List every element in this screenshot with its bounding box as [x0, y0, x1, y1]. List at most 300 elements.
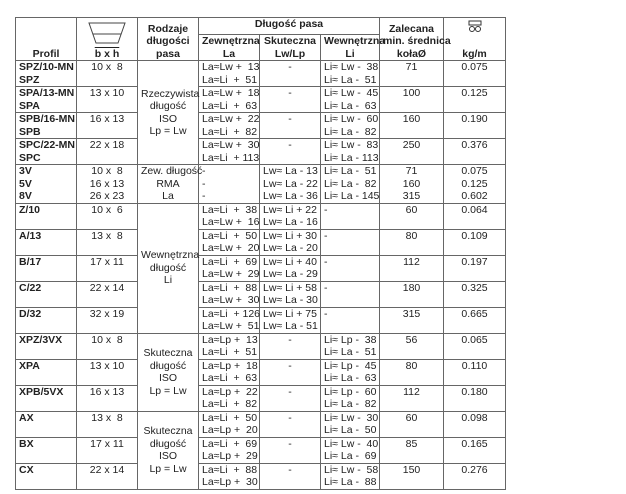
la-value: La≈Li + 51 [202, 346, 258, 358]
profile-value: SPB/16-MN [19, 113, 76, 125]
dmin-cell [380, 229, 444, 255]
bxh-cell [77, 307, 138, 333]
profile-cell [16, 385, 77, 411]
la-cell [199, 139, 260, 165]
dmin-value: 160 [402, 177, 421, 190]
la-value: La≈Li + 82 [202, 125, 258, 138]
bxh-cell [77, 281, 138, 307]
lw-cell [260, 281, 321, 307]
lw-cell [260, 229, 321, 255]
table-row [16, 281, 506, 307]
li-value: Li≈ Lw - 60 [324, 113, 379, 125]
dmin-cell [380, 255, 444, 281]
kgm-value: 0.125 [461, 177, 488, 190]
kgm-cell [444, 87, 506, 113]
li-cell [321, 411, 380, 437]
la-value: La≈Li + 88 [202, 463, 258, 476]
dmin-cell [380, 359, 444, 385]
length-kind-text: ISO [158, 450, 178, 462]
profile-cell [16, 87, 77, 113]
lw-cell [260, 87, 321, 113]
profile-value: SPA [19, 99, 40, 112]
length-kind-text: długość [149, 100, 187, 112]
length-kind-text: ISO [158, 372, 178, 384]
li-value: Li≈ La - 82 [324, 125, 377, 138]
li-value: - [324, 255, 328, 268]
kgm-cell [444, 229, 506, 255]
length-kind-text: La [162, 190, 174, 202]
lw-cell [260, 61, 321, 87]
kgm-cell [444, 359, 506, 385]
la-value: La≈Lp + 18 [202, 359, 258, 372]
kgm-cell [444, 255, 506, 281]
la-cell [199, 87, 260, 113]
li-cell [321, 359, 380, 385]
la-value: La≈Li + 126 [202, 307, 261, 320]
lw-cell [260, 463, 321, 489]
bxh-value: 13 x 8 [91, 411, 123, 424]
lw-value: Lw≈ La - 22 [263, 177, 318, 190]
kgm-value: 0.197 [461, 255, 488, 268]
length-kind-text: Lp = Lw [149, 462, 187, 475]
lw-value: Lw≈ Li + 30 [263, 229, 317, 242]
lw-cell [260, 139, 321, 165]
kgm-cell [444, 113, 506, 139]
li-value: Li≈ Lw - 45 [324, 87, 379, 99]
profile-value: SPC [19, 151, 41, 164]
lw-cell [260, 203, 321, 229]
bxh-cell [77, 437, 138, 463]
la-value: La≈Lp + 20 [202, 424, 258, 436]
dmin-cell [380, 385, 444, 411]
li-value: Li≈ La - 69 [324, 450, 377, 462]
length-kind-cell [138, 61, 199, 165]
li-cell [321, 113, 380, 139]
kgm-value: 0.098 [461, 411, 488, 424]
la-value: La≈Lw + 13 [202, 61, 260, 73]
header-length: Długość pasa [199, 18, 380, 35]
la-cell [199, 281, 260, 307]
profile-value: SPZ [19, 73, 40, 86]
li-value: - [324, 229, 328, 242]
li-value: Li≈ La - 51 [324, 165, 377, 177]
bxh-value: 22 x 14 [89, 281, 125, 294]
profile-value: SPZ/10-MN [19, 61, 74, 73]
dmin-value: 80 [405, 229, 418, 242]
kgm-cell [444, 385, 506, 411]
bxh-cell [77, 139, 138, 165]
kgm-value: 0.165 [461, 437, 488, 450]
dmin-cell [380, 87, 444, 113]
dmin-value: 71 [405, 61, 418, 73]
li-value: Li≈ La - 50 [324, 424, 377, 436]
lw-cell [260, 333, 321, 359]
dmin-cell [380, 203, 444, 229]
profile-value: AX [19, 411, 34, 424]
lw-value: - [288, 139, 292, 151]
la-value: La≈Lp + 30 [202, 476, 258, 488]
lw-cell [260, 385, 321, 411]
la-cell [199, 333, 260, 359]
profile-cell [16, 359, 77, 385]
li-value: Li≈ Lp - 38 [324, 333, 377, 346]
la-value: La≈Li + 63 [202, 99, 258, 112]
bxh-value: 13 x 10 [89, 87, 125, 99]
li-cell [321, 255, 380, 281]
la-value: La≈Li + 50 [202, 229, 258, 242]
profile-value: 5V [19, 177, 32, 190]
li-cell [321, 203, 380, 229]
lw-value: Lw≈ La - 13 [263, 165, 318, 177]
bxh-cell [77, 203, 138, 229]
bxh-value: 17 x 11 [90, 437, 124, 450]
li-cell [321, 139, 380, 165]
kgm-value: 0.125 [461, 87, 488, 99]
kgm-value: 0.602 [461, 190, 488, 202]
la-value: La≈Li + 88 [202, 281, 258, 294]
header-bxh: b x h [77, 18, 138, 61]
profile-value: SPC/22-MN [19, 139, 76, 151]
profile-value: Z/10 [19, 203, 41, 216]
kgm-cell [444, 307, 506, 333]
kgm-value: 0.376 [461, 139, 488, 151]
li-cell [321, 385, 380, 411]
profile-value: XPB/5VX [19, 385, 64, 398]
kgm-cell [444, 437, 506, 463]
length-kind-cell [138, 203, 199, 333]
bxh-cell [77, 87, 138, 113]
li-value: Li≈ Lw - 38 [324, 61, 379, 73]
table-row [16, 255, 506, 281]
bxh-value: 16 x 13 [89, 113, 125, 125]
dmin-value: 71 [405, 165, 418, 177]
table-row [16, 437, 506, 463]
profile-cell [16, 437, 77, 463]
bxh-cell [77, 411, 138, 437]
kgm-value: 0.665 [461, 307, 488, 320]
la-cell [199, 385, 260, 411]
li-value: Li≈ Lp - 60 [324, 385, 377, 398]
header-kind: Rodzaje długości pasa [138, 18, 199, 61]
li-cell [321, 61, 380, 87]
length-kind-cell [138, 165, 203, 204]
la-value: La≈Lw + 29 [202, 268, 260, 280]
dmin-cell [380, 139, 444, 165]
kgm-value: 0.075 [461, 165, 488, 177]
table-row [16, 333, 506, 359]
belt-spec-table [15, 17, 506, 490]
bxh-value: 16 x 13 [89, 177, 125, 190]
profile-value: BX [19, 437, 34, 450]
li-cell [321, 87, 380, 113]
kgm-value: 0.190 [461, 113, 488, 125]
kgm-cell [444, 61, 506, 87]
lw-cell [260, 359, 321, 385]
lw-cell [260, 437, 321, 463]
profile-cell [16, 307, 77, 333]
la-value: La≈Li + 51 [202, 73, 258, 86]
lw-value: - [288, 87, 292, 99]
la-cell [199, 255, 260, 281]
profile-cell [16, 333, 77, 359]
la-value: La≈Lp + 29 [202, 450, 258, 462]
bxh-cell [77, 61, 138, 87]
lw-value: - [288, 333, 292, 346]
bxh-cell [77, 229, 138, 255]
dmin-value: 85 [405, 437, 418, 450]
table-row [16, 229, 506, 255]
length-kind-cell [138, 333, 199, 411]
lw-value: - [288, 359, 292, 372]
lw-cell [260, 165, 321, 204]
header-profil: Profil [16, 18, 77, 61]
header-dmin: Zalecana min. średnica kołaØ [380, 18, 444, 61]
dmin-value: 60 [405, 411, 418, 424]
bxh-value: 10 x 8 [91, 333, 123, 346]
header-eff: Skuteczna Lw/Lp [260, 35, 321, 61]
bxh-value: 32 x 19 [89, 307, 125, 320]
dmin-cell [380, 307, 444, 333]
kgm-value: 0.075 [461, 61, 488, 73]
length-kind-text: Lp = Lw [149, 125, 187, 137]
li-value: - [324, 203, 328, 216]
kgm-value: 0.180 [461, 385, 488, 398]
profile-value: CX [19, 463, 34, 476]
bxh-cell [77, 385, 138, 411]
dmin-cell [380, 165, 444, 204]
length-kind-text: długość [149, 437, 187, 450]
dmin-cell [380, 437, 444, 463]
la-value: La≈Li + 50 [202, 411, 258, 424]
profile-value: XPZ/3VX [19, 333, 63, 346]
bxh-cell [77, 165, 138, 204]
profile-value: C/22 [19, 281, 42, 294]
profile-cell [16, 229, 77, 255]
li-value: Li≈ La - 82 [324, 177, 377, 190]
profile-value: SPB [19, 125, 41, 138]
li-value: - [324, 281, 328, 294]
la-cell [199, 307, 260, 333]
profile-cell [16, 139, 77, 165]
weight-icon [467, 19, 483, 33]
lw-value: - [288, 385, 292, 398]
bxh-cell [77, 113, 138, 139]
lw-value: - [288, 437, 292, 450]
dmin-cell [380, 333, 444, 359]
dmin-cell [380, 463, 444, 489]
table-row [16, 385, 506, 411]
profile-cell [16, 165, 77, 204]
bxh-value: 17 x 11 [90, 255, 124, 268]
li-value: Li≈ La - 88 [324, 476, 377, 488]
lw-value: Lw≈ Li + 75 [263, 307, 317, 320]
kgm-value: 0.276 [461, 463, 488, 476]
li-value: Li≈ Lw - 30 [324, 411, 379, 424]
profile-cell [16, 255, 77, 281]
dmin-cell [380, 113, 444, 139]
bxh-value: 22 x 14 [89, 463, 125, 476]
la-value: La≈Lw + 51 [202, 320, 260, 332]
length-kind-text: Zew. długość [141, 165, 203, 177]
la-value: - [202, 190, 206, 202]
li-value: Li≈ Lw - 83 [324, 139, 379, 151]
kgm-cell [444, 165, 506, 204]
la-value: - [202, 177, 206, 190]
lw-value: Lw≈ La - 20 [263, 242, 318, 254]
profile-cell [16, 411, 77, 437]
dmin-cell [380, 411, 444, 437]
li-cell [321, 463, 380, 489]
lw-value: Lw≈ La - 16 [263, 216, 318, 228]
la-cell [199, 411, 260, 437]
la-cell [199, 359, 260, 385]
profile-cell [16, 113, 77, 139]
profile-value: XPA [19, 359, 40, 372]
la-value: La≈Lp + 13 [202, 333, 258, 346]
bxh-value: 13 x 10 [89, 359, 125, 372]
bxh-cell [77, 333, 138, 359]
profile-cell [16, 281, 77, 307]
lw-cell [260, 113, 321, 139]
length-kind-text: Lp = Lw [149, 384, 187, 397]
header-kgm: kg/m [444, 18, 506, 61]
table-row [16, 307, 506, 333]
length-kind-text: długość [149, 261, 187, 274]
lw-cell [260, 255, 321, 281]
la-value: La≈Lw + 30 [202, 294, 260, 306]
kgm-cell [444, 463, 506, 489]
profile-value: 8V [19, 190, 32, 202]
li-value: Li≈ La - 51 [324, 73, 377, 86]
la-cell [199, 229, 260, 255]
kgm-cell [444, 333, 506, 359]
lw-value: Lw≈ Li + 22 [263, 203, 317, 216]
kgm-value: 0.109 [461, 229, 488, 242]
la-cell [199, 165, 260, 204]
lw-value: Lw≈ Li + 40 [263, 255, 317, 268]
length-kind-cell [138, 411, 199, 489]
dmin-value: 315 [402, 190, 421, 202]
li-value: Li≈ La - 82 [324, 398, 377, 410]
bxh-value: 16 x 13 [89, 385, 125, 398]
kgm-value: 0.064 [461, 203, 488, 216]
profile-value: SPA/13-MN [19, 87, 75, 99]
lw-cell [260, 307, 321, 333]
table-row [16, 203, 506, 229]
kgm-cell [444, 139, 506, 165]
li-value: Li≈ Lw - 58 [324, 463, 379, 476]
dmin-value: 112 [403, 385, 420, 398]
dmin-value: 150 [402, 463, 421, 476]
table-row [16, 61, 506, 87]
lw-value: - [288, 113, 292, 125]
lw-value: - [288, 463, 292, 476]
la-value: La≈Lp + 22 [202, 385, 258, 398]
profile-value: D/32 [19, 307, 42, 320]
dmin-value: 250 [402, 139, 421, 151]
la-value: La≈Li + 38 [202, 203, 258, 216]
bxh-value: 26 x 23 [89, 190, 125, 202]
li-cell [321, 281, 380, 307]
la-value: La≈Lw + 22 [202, 113, 260, 125]
li-value: Li≈ La - 63 [324, 372, 377, 384]
la-cell [199, 437, 260, 463]
kgm-value: 0.065 [461, 333, 488, 346]
bxh-value: 13 x 8 [91, 229, 123, 242]
bxh-value: 10 x 6 [91, 203, 123, 216]
la-cell [199, 113, 260, 139]
dmin-value: 80 [405, 359, 418, 372]
li-cell [321, 437, 380, 463]
length-kind-text: Rzeczywista [141, 87, 200, 100]
length-kind-text: Skuteczna [143, 425, 193, 437]
li-value: Li≈ La - 51 [324, 346, 377, 358]
length-kind-text: długość [149, 359, 187, 372]
profile-cell [16, 463, 77, 489]
table-row [16, 165, 506, 204]
table-row [16, 113, 506, 139]
la-cell [199, 61, 260, 87]
la-value: La≈Li + 69 [202, 437, 258, 450]
length-kind-text: Skuteczna [143, 347, 193, 359]
lw-value: Lw≈ La - 30 [263, 294, 318, 306]
li-value: Li≈ La - 145 [324, 190, 380, 202]
profile-cell [16, 203, 77, 229]
kgm-cell [444, 411, 506, 437]
lw-value: - [288, 61, 292, 73]
bxh-value: 10 x 8 [91, 61, 123, 73]
la-value: La≈Lw + 30 [202, 139, 260, 151]
lw-value: Lw≈ La - 29 [263, 268, 318, 280]
kgm-value: 0.325 [461, 281, 488, 294]
profile-value: 3V [19, 165, 32, 177]
li-value: Li≈ Lp - 45 [324, 359, 377, 372]
length-kind-text: RMA [156, 177, 180, 190]
bxh-value: 22 x 18 [89, 139, 125, 151]
dmin-cell [380, 61, 444, 87]
la-value: La≈Li + 69 [202, 255, 258, 268]
dmin-value: 315 [402, 307, 421, 320]
la-value: - [202, 165, 206, 177]
dmin-value: 100 [402, 87, 421, 99]
dmin-value: 180 [402, 281, 421, 294]
bxh-cell [77, 255, 138, 281]
table-row [16, 411, 506, 437]
length-kind-text: Wewnętrzna [141, 249, 200, 262]
kgm-cell [444, 281, 506, 307]
lw-value: Lw≈ La - 51 [263, 320, 318, 332]
kgm-value: 0.110 [461, 359, 488, 372]
li-value: Li≈ La - 113 [324, 151, 379, 164]
header-int: Wewnętrzna Li [321, 35, 380, 61]
length-kind-text: ISO [158, 112, 178, 125]
la-value: La≈Li + 113 [202, 151, 260, 164]
lw-value: Lw≈ La - 36 [263, 190, 318, 202]
table-row [16, 139, 506, 165]
la-value: La≈Li + 63 [202, 372, 258, 384]
length-kind-text: Li [163, 274, 173, 287]
la-cell [199, 203, 260, 229]
table-row [16, 463, 506, 489]
profile-value: B/17 [19, 255, 42, 268]
kgm-cell [444, 203, 506, 229]
dmin-cell [380, 281, 444, 307]
lw-value: - [288, 411, 292, 424]
table-row [16, 359, 506, 385]
la-value: La≈Lw + 18 [202, 87, 260, 99]
belt-section-icon [85, 19, 129, 45]
li-value: Li≈ Lw - 40 [324, 437, 379, 450]
